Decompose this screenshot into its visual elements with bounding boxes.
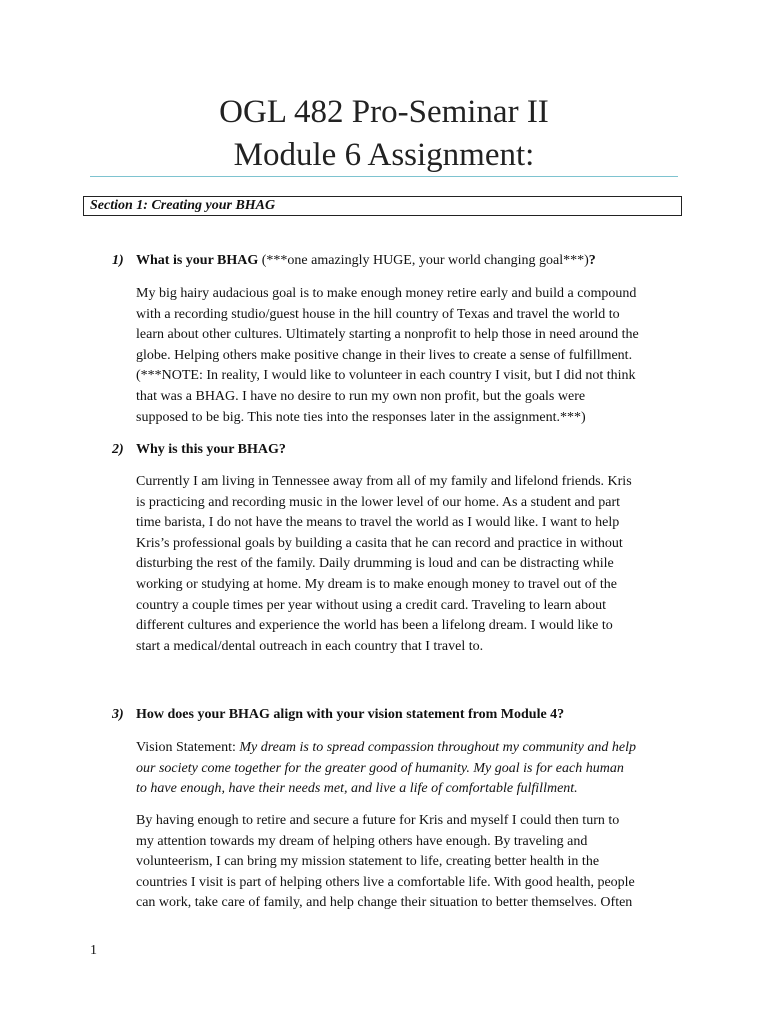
title-divider [90,176,678,177]
answer-line: Currently I am living in Tennessee away from all of my family and lifelond friends. Kris [136,474,632,489]
answer-line: is practicing and recording music in the lower level of our home. As a student and part [136,494,621,510]
answer-line: My big hairy audacious goal is to make enough money retire early and build a compound [136,286,637,301]
section-heading: Section 1: Creating your BHAG [83,196,682,216]
vision-label: Vision Statement: [136,740,240,755]
answer-line: different cultures and experience the world has been a lifelong dream. I would like to [136,618,613,634]
answer-line: Kris’s professional goals by building a casita that he can record and practice in without [136,535,623,551]
answer-line: start a medical/dental outreach in each country that I travel to. [136,638,484,654]
answer-3 [136,811,684,914]
question-number: 3) [112,707,124,722]
question-text: Why is this your BHAG? [136,442,286,457]
answer-line: time barista, I do not have the means to travel the world as I would like. I want to help [136,515,620,531]
answer-line: my attention towards my dream of helping others have enough. By traveling and [136,833,588,849]
answer-line: By having enough to retire and secure a future for Kris and myself I could then turn to [136,813,620,828]
answer-line: working or studying at home. My dream is to make enough money to travel out of the [136,576,617,592]
document-subtitle: Module 6 Assignment: [233,137,535,173]
question-text: What is your BHAG [136,253,259,268]
vision-statement [136,738,684,800]
question-note: (***one amazingly HUGE, your world changing goal***) [258,253,589,268]
answer-line: (***NOTE: In reality, I would like to volunteer in each country I visit, but I did not think [136,368,636,384]
answer-line: globe. Helping others make positive change in their lives to create a sense of fulfillment. [136,347,633,363]
answer-line: volunteerism, I can bring my mission statement to life, creating better health in the [136,854,600,870]
question-number: 1) [112,253,124,268]
answer-line: disturbing the rest of the family. Daily drumming is loud and can be distracting while [136,556,614,572]
document-title: OGL 482 Pro-Seminar II [219,94,549,130]
answer-1 [136,284,684,428]
answer-line: can work, take care of family, and help change their situation to better themselves. Often [136,895,633,911]
page-number: 1 [90,943,97,958]
question-1 [112,252,596,270]
answer-line: supposed to be big. This note ties into the responses later in the assignment.***) [136,409,586,425]
vision-line [136,738,684,759]
question-number: 2) [112,442,124,457]
vision-line: our society come together for the greater good of humanity. My goal is for each human [136,760,624,776]
question-2 [112,441,286,459]
answer-line: country a couple times per year without using a credit card. Traveling to learn about [136,597,607,613]
vision-line: to have enough, have their needs met, and live a life of comfortable fulfillment. [136,781,578,797]
question-end: ? [588,253,596,268]
question-text: How does your BHAG align with your vision statement from Module 4? [136,707,565,722]
answer-line: that was a BHAG. I have no desire to run my own non profit, but the goals were [136,388,586,404]
answer-line: learn about other cultures. Ultimately starting a nonprofit to help those in need around the [136,327,639,343]
vision-text: My dream is to spread compassion throughout my community and help [239,740,636,755]
answer-2 [136,472,684,657]
answer-line: with a recording studio/guest house in the hill country of Texas and travel the world to [136,306,620,322]
question-3 [112,706,564,724]
answer-line: countries I visit is part of helping others live a comfortable life. With good health, people [136,874,635,890]
